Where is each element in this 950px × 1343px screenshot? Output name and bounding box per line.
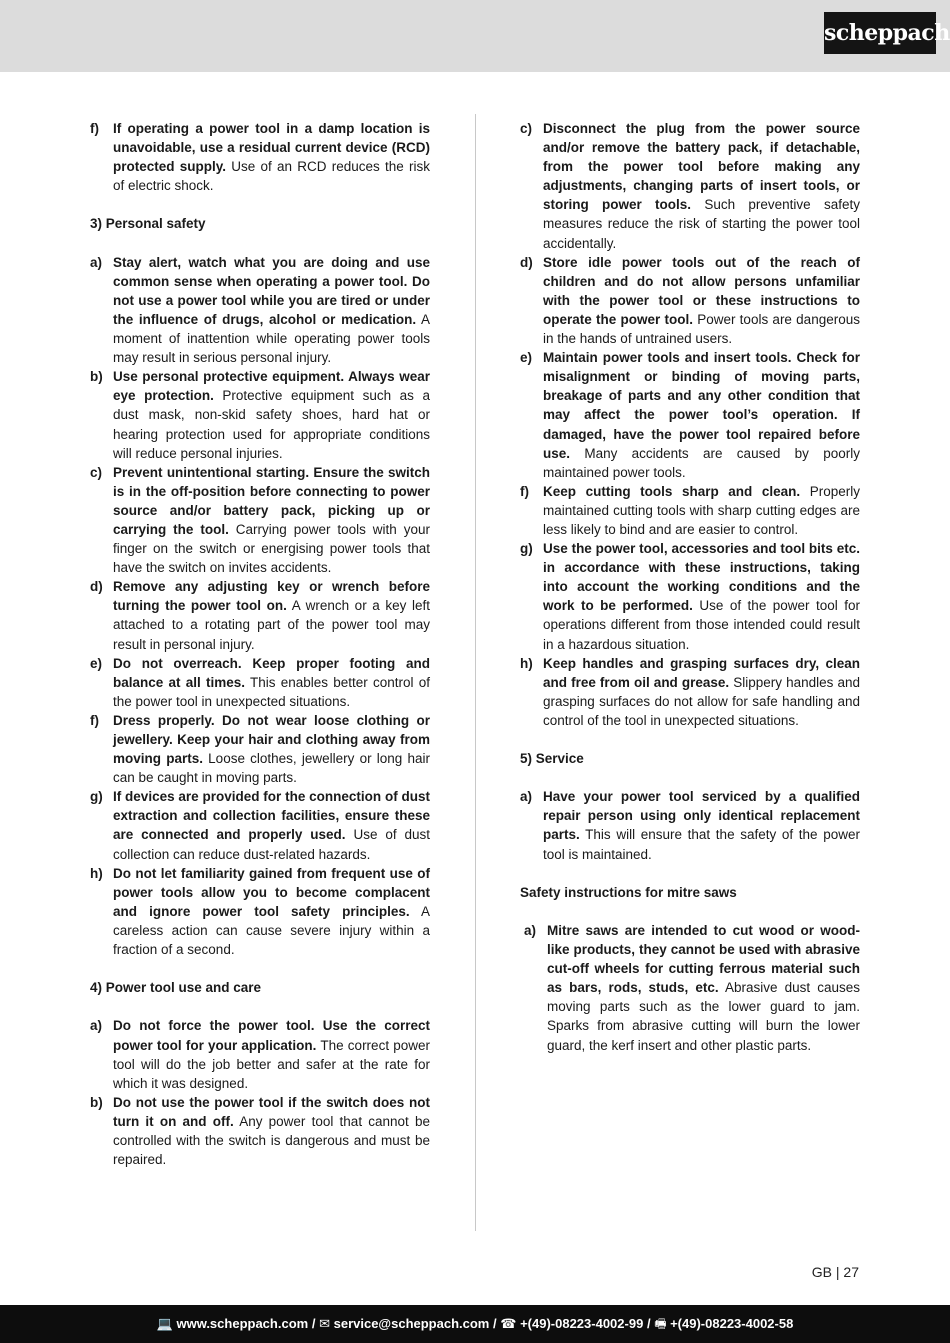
section-heading-mitre-saws: Safety instructions for mitre saws [520,884,737,900]
header-bar [0,0,950,72]
item-text: Prevent unintentional starting. Ensure the switch is in the off-position before connecting to power source and/or battery pack, picking up or carrying the tool. Carrying power tools with your finger on the switch or energising power tools that have the switch on invites accidents. [113,464,430,576]
list-item [90,1016,430,1092]
personal-safety-list [90,253,430,959]
list-item [90,367,430,462]
item-letter: d) [520,254,533,270]
item-letter: c) [90,464,103,480]
item-letter: f) [520,483,529,499]
item-text: Do not force the power tool. Use the correct power tool for your application. The correct power tool will do the job better and safer at the rate for which it was designed. [113,1018,431,1091]
list-item [90,654,430,711]
item-letter: e) [90,655,103,671]
website-link[interactable]: www.scheppach.com [176,1316,309,1331]
service-list [520,787,860,863]
list-item [520,119,860,253]
item-text: Disconnect the plug from the power source and/or remove the battery pack, if detachable, from the power tool before making any adjustments, changing parts of insert tools, or storing power tools. Such preventive safety measures reduce the risk of starting the power tool accidentally. [543,121,860,251]
item-text: Use the power tool, accessories and tool bits etc. in accordance with these instructions, taking into account the working conditions and the work to be performed. Use of the power tool for operations different from those intended could result in a hazardous situation. [543,541,860,652]
item-text: Use personal protective equipment. Always wear eye protection. Protective equipment such as a dust mask, non-skid safety shoes, hard hat or hearing protection used for appropriate conditions will reduce personal injuries. [113,369,430,461]
phone-icon: ☎ [500,1316,517,1331]
list-item [520,787,860,863]
list-item [90,463,430,578]
item-letter: f) [90,712,99,728]
item-text: Stay alert, watch what you are doing and use common sense when operating a power tool. Do not use a power tool while you are tired or under the influence of drugs, alcohol or medication. A moment of inattention while operating power tools may result in serious personal injury. [113,254,430,366]
item-letter: g) [90,789,103,805]
list-item [520,539,860,654]
list-item [520,253,860,348]
item-letter: b) [90,369,103,385]
item-letter: f) [90,121,99,136]
footer-separator: / [493,1316,497,1331]
list-item [90,711,430,787]
item-text: Store idle power tools out of the reach of children and do not allow persons unfamiliar with the power tool or these instructions to operate the power tool. Power tools are dangerous in the hands of untrained users. [543,254,860,347]
item-text: Do not let familiarity gained from frequent use of power tools allow you to become complacent and ignore power tool safety principles. A careless action can cause severe injury within a fraction of a second. [113,865,430,958]
list-item [90,119,430,195]
item-text: If devices are provided for the connection of dust extraction and collection facilities, ensure these are connected and properly used. Use of dust collection can reduce dust-related hazards. [113,789,430,862]
list-item [90,787,430,863]
brand-logo[interactable]: scheppach [824,12,936,54]
section-heading-use-care: 4) Power tool use and care [90,980,262,996]
mail-icon: ✉ [319,1316,330,1331]
list-item [520,482,860,539]
email-link[interactable]: service@scheppach.com [333,1316,490,1331]
item-text: Do not overreach. Keep proper footing and balance at all times. This enables better control of the power tool in unexpected situations. [113,655,430,709]
item-letter: a) [90,254,103,270]
phone-number[interactable]: +(49)-08223-4002-99 [520,1316,644,1331]
list-item [520,654,860,730]
item-text: Keep handles and grasping surfaces dry, clean and free from oil and grease. Slippery handles and grasping surfaces do not allow for safe handling and control of the tool in unexpected situations. [543,655,860,728]
left-column [90,119,430,1169]
fax-number: +(49)-08223-4002-58 [670,1316,794,1331]
list-item [520,348,860,482]
footer-bar [0,1305,950,1343]
item-text: Maintain power tools and insert tools. Check for misalignment or binding of moving parts, breakage of parts and any other condition that may affect the power tool’s operation. If damaged, have the power tool repaired before use. Many accidents are caused by poorly maintained power tools. [543,350,860,480]
mitre-saw-list [520,921,860,1055]
list-item [520,921,860,1055]
item-letter: h) [90,865,103,881]
fax-icon: 🖷 [654,1316,667,1331]
column-divider [475,114,476,1231]
use-care-list [90,1016,430,1169]
item-letter: d) [90,579,103,595]
item-letter: b) [90,1094,103,1110]
use-care-list-continued [520,119,860,730]
item-text: Remove any adjusting key or wrench before turning the power tool on. A wrench or a key left attached to a rotating part of the power tool may result in personal injury. [113,579,430,652]
list-item [90,253,430,368]
item-letter: a) [520,789,533,805]
item-text: Dress properly. Do not wear loose clothing or jewellery. Keep your hair and clothing away from moving parts. Loose clothes, jewellery or long hair can be caught in moving parts. [113,712,430,786]
item-text: Do not use the power tool if the switch does not turn it on and off. Any power tool that cannot be controlled with the switch is dangerous and must be repaired. [113,1094,430,1168]
list-item [90,1093,430,1169]
item-letter: a) [90,1018,103,1034]
item-letter: c) [520,121,533,136]
item-letter: g) [520,541,533,557]
list-item [90,577,430,653]
item-text: Mitre saws are intended to cut wood or wood-like products, they cannot be used with abrasive cut-off wheels for cutting ferrous material such as bars, rods, studs, etc. Abrasive dust causes moving parts such as the lower guard to jam. Sparks from abrasive cutting will burn the lower guard, the kerf insert and other plastic parts. [547,922,860,1053]
item-letter: a) [524,922,537,938]
section-heading-service: 5) Service [520,751,584,767]
item-text: Keep cutting tools sharp and clean. Properly maintained cutting tools with sharp cutting edges are less likely to bind and are easier to control. [543,483,860,537]
footer-separator: / [646,1316,651,1331]
section-heading-personal-safety: 3) Personal safety [90,216,206,232]
footer-separator: / [311,1316,316,1331]
page-number: GB | 27 [811,1264,859,1280]
computer-icon: 💻 [156,1316,173,1331]
item-letter: h) [520,655,533,671]
item-text: If operating a power tool in a damp location is unavoidable, use a residual current device (RCD) protected supply. Use of an RCD reduces the risk of electric shock. [113,121,430,194]
item-letter: e) [520,350,533,366]
item-text: Have your power tool serviced by a qualified repair person using only identical replacement parts. This will ensure that the safety of the power tool is maintained. [543,789,860,862]
right-column [520,119,860,1055]
list-item [90,864,430,959]
